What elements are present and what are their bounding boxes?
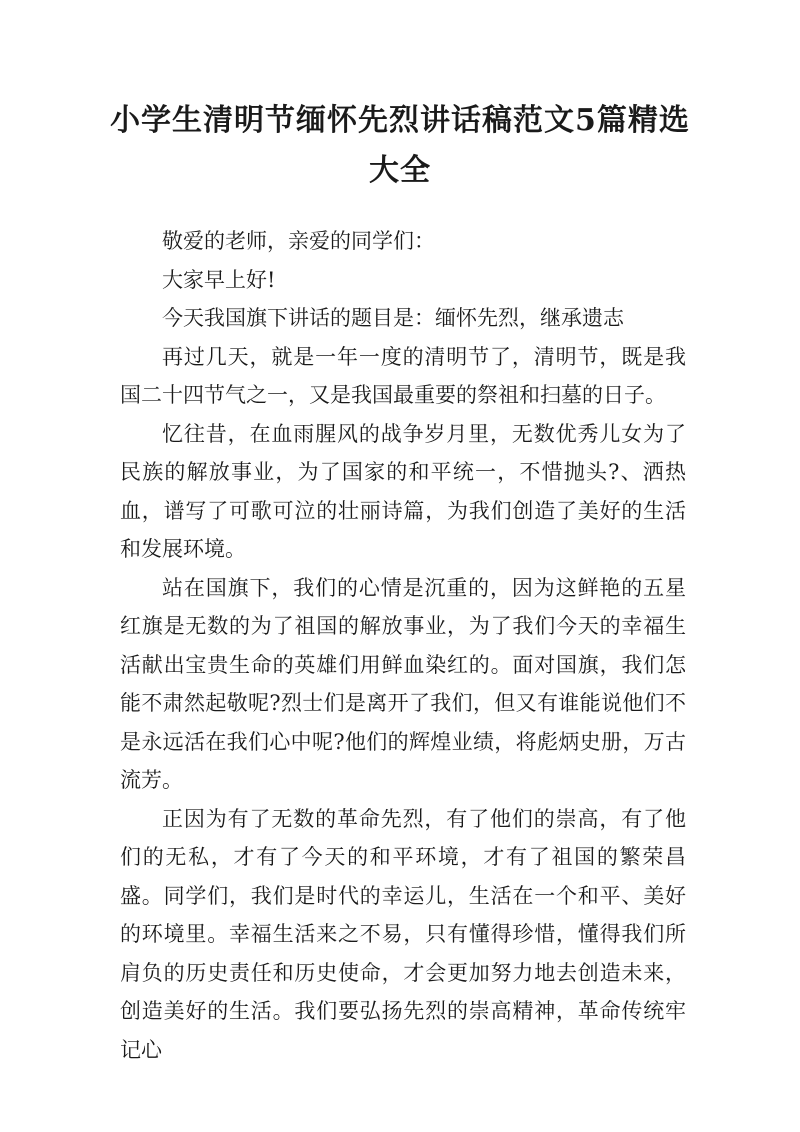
paragraph-good-morning: 大家早上好! — [162, 267, 276, 292]
paragraph-national-flag: 站在国旗下，我们的心情是沉重的，因为这鲜艳的五星红旗是无数的为了祖国的解放事业，为了我们今天的幸福生活献出宝贵生命的英雄们用鲜血染红的。面对国旗，我们怎能不肃然起敬呢?烈士们是离开了我们，但又有谁能说他们不是永远活在我们心中呢?他们的辉煌业绩，将彪炳史册，万古流芳。 — [120, 575, 686, 792]
document-title: 小学生清明节缅怀先烈讲话稿范文5篇精选大全 — [110, 103, 690, 188]
paragraph-topic: 今天我国旗下讲话的题目是：缅怀先烈，继承遗志 — [162, 306, 624, 330]
paragraph-past-war: 忆往昔，在血雨腥风的战争岁月里，无数优秀儿女为了民族的解放事业，为了国家的和平统一，不惜抛头?、洒热血，谱写了可歌可泣的壮丽诗篇，为我们创造了美好的生活和发展环境。 — [120, 421, 686, 561]
paragraph-martyrs: 正因为有了无数的革命先烈，有了他们的崇高，有了他们的无私，才有了今天的和平环境，才有了祖国的繁荣昌盛。同学们，我们是时代的幸运儿，生活在一个和平、美好的环境里。幸福生活来之不易，只有懂得珍惜，懂得我们所肩负的历史责任和历史使命，才会更加努力地去创造未来，创造美好的生活。我们要弘扬先烈的崇高精神，革命传统牢记心 — [120, 806, 686, 1062]
paragraph-qingming: 再过几天，就是一年一度的清明节了，清明节，既是我国二十四节气之一，又是我国最重要的祭祖和扫墓的日子。 — [120, 344, 686, 407]
paragraph-greeting: 敬爱的老师，亲爱的同学们： — [162, 229, 435, 253]
document-body — [120, 222, 686, 1069]
